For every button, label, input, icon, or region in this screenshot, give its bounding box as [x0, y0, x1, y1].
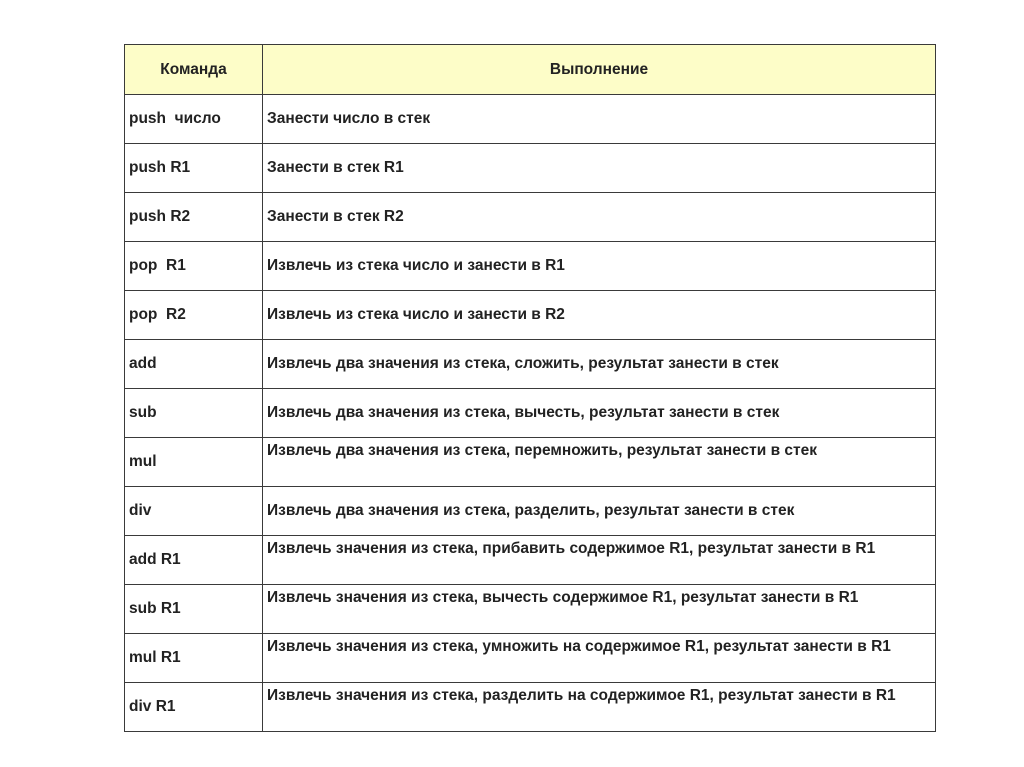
- table-row: [125, 683, 936, 732]
- command-cell: add: [125, 340, 263, 389]
- command-cell: mul: [125, 438, 263, 487]
- execution-cell: Извлечь два значения из стека, сложить, результат занести в стек: [263, 340, 936, 389]
- command-cell: push R2: [125, 193, 263, 242]
- command-cell: pop R2: [125, 291, 263, 340]
- table-row: [125, 389, 936, 438]
- command-cell: div R1: [125, 683, 263, 732]
- execution-cell: Извлечь два значения из стека, перемножить, результат занести в стек: [263, 438, 936, 487]
- table-header-row: [125, 45, 936, 95]
- table-row: [125, 634, 936, 683]
- table-body: [125, 95, 936, 732]
- table-row: [125, 242, 936, 291]
- table-row: [125, 144, 936, 193]
- table-row: [125, 487, 936, 536]
- command-cell: sub R1: [125, 585, 263, 634]
- command-cell: sub: [125, 389, 263, 438]
- command-table: [124, 44, 936, 732]
- command-cell: mul R1: [125, 634, 263, 683]
- command-cell: push число: [125, 95, 263, 144]
- execution-cell: Занести в стек R1: [263, 144, 936, 193]
- command-cell: push R1: [125, 144, 263, 193]
- execution-cell: Извлечь из стека число и занести в R2: [263, 291, 936, 340]
- execution-cell: Извлечь два значения из стека, разделить, результат занести в стек: [263, 487, 936, 536]
- table-row: [125, 438, 936, 487]
- table-row: [125, 585, 936, 634]
- execution-cell: Занести в стек R2: [263, 193, 936, 242]
- execution-cell: Извлечь из стека число и занести в R1: [263, 242, 936, 291]
- command-cell: div: [125, 487, 263, 536]
- execution-cell: Извлечь два значения из стека, вычесть, результат занести в стек: [263, 389, 936, 438]
- execution-cell: Извлечь значения из стека, умножить на содержимое R1, результат занести в R1: [263, 634, 936, 683]
- command-cell: pop R1: [125, 242, 263, 291]
- header-execution: Выполнение: [263, 45, 936, 95]
- table-row: [125, 536, 936, 585]
- table-row: [125, 95, 936, 144]
- table-row: [125, 291, 936, 340]
- table-row: [125, 340, 936, 389]
- table-row: [125, 193, 936, 242]
- execution-cell: Извлечь значения из стека, вычесть содержимое R1, результат занести в R1: [263, 585, 936, 634]
- command-cell: add R1: [125, 536, 263, 585]
- header-command: Команда: [125, 45, 263, 95]
- execution-cell: Извлечь значения из стека, прибавить содержимое R1, результат занести в R1: [263, 536, 936, 585]
- execution-cell: Извлечь значения из стека, разделить на содержимое R1, результат занести в R1: [263, 683, 936, 732]
- execution-cell: Занести число в стек: [263, 95, 936, 144]
